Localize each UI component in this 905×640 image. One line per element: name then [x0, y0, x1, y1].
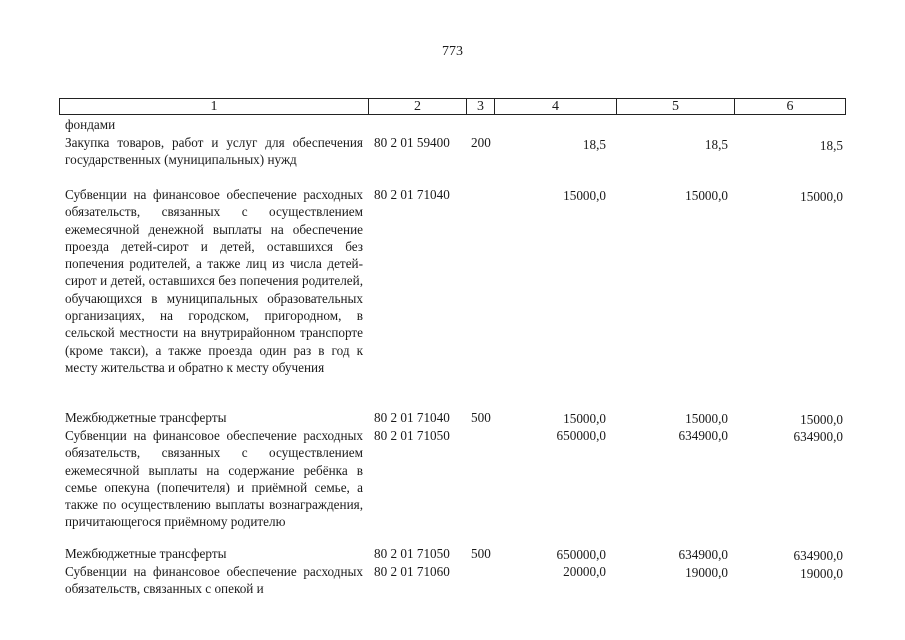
row-value-6: 634900,0: [793, 429, 843, 444]
row-value-4: 20000,0: [563, 564, 606, 579]
row-description: Субвенции на финансовое обеспечение расходных обязательств, связанных с осуществлением ежемесячной денежной выплаты на обеспечение проезда детей-сирот и детей, оставшихся без попечения родителей, а также лиц из числа детей-сирот и детей, оставшихся без попечения родителей, обучающихся в муниципальных образовательных организациях, на городском, пригородном, в сельской местности на внутрирайонном транспорте (кроме такси), а также проезда один раз в год к месту жительства и обратно к месту обучения: [65, 187, 363, 375]
row-description: Межбюджетные трансферты: [65, 546, 227, 561]
table-header: [59, 98, 846, 115]
row-value-4: 15000,0: [563, 188, 606, 203]
row-value-5: 15000,0: [685, 411, 728, 426]
row-code: 80 2 01 71040: [374, 410, 450, 425]
row-description: Закупка товаров, работ и услуг для обеспечения государственных (муниципальных) нужд: [65, 135, 363, 168]
row-code: 80 2 01 71060: [374, 564, 450, 579]
row-value-6: 15000,0: [800, 412, 843, 427]
row-value-5: 634900,0: [678, 428, 728, 443]
row-type: 500: [471, 546, 491, 561]
row-description: фондами: [65, 117, 116, 132]
column-header-3: 3: [467, 99, 495, 115]
row-value-5: 15000,0: [685, 188, 728, 203]
row-code: 80 2 01 59400: [374, 135, 450, 150]
row-type: 200: [471, 135, 491, 150]
row-value-5: 634900,0: [678, 547, 728, 562]
row-value-4: 18,5: [582, 137, 606, 152]
row-value-4: 650000,0: [556, 428, 606, 443]
row-value-4: 15000,0: [563, 411, 606, 426]
row-value-6: 15000,0: [800, 189, 843, 204]
row-value-6: 19000,0: [800, 566, 843, 581]
row-description: Субвенции на финансовое обеспечение расходных обязательств, связанных с опекой и: [65, 564, 363, 597]
row-code: 80 2 01 71050: [374, 546, 450, 561]
row-value-6: 634900,0: [793, 548, 843, 563]
row-code: 80 2 01 71040: [374, 187, 450, 202]
row-type: 500: [471, 410, 491, 425]
column-header-5: 5: [617, 99, 735, 115]
row-description: Субвенции на финансовое обеспечение расходных обязательств, связанных с осуществлением ежемесячной выплаты на содержание ребёнка в семье опекуна (попечителя) и приёмной семье, а также по осуществлению выплаты вознаграждения, причитающегося приёмному родителю: [65, 428, 363, 530]
row-code: 80 2 01 71050: [374, 428, 450, 443]
page-number: 773: [442, 44, 463, 59]
column-header-6: 6: [735, 99, 846, 115]
row-value-5: 18,5: [704, 137, 728, 152]
column-header-2: 2: [369, 99, 467, 115]
column-header-1: 1: [60, 99, 369, 115]
row-description: Межбюджетные трансферты: [65, 410, 227, 425]
row-value-6: 18,5: [819, 138, 843, 153]
column-header-4: 4: [495, 99, 617, 115]
row-value-4: 650000,0: [556, 547, 606, 562]
row-value-5: 19000,0: [685, 565, 728, 580]
